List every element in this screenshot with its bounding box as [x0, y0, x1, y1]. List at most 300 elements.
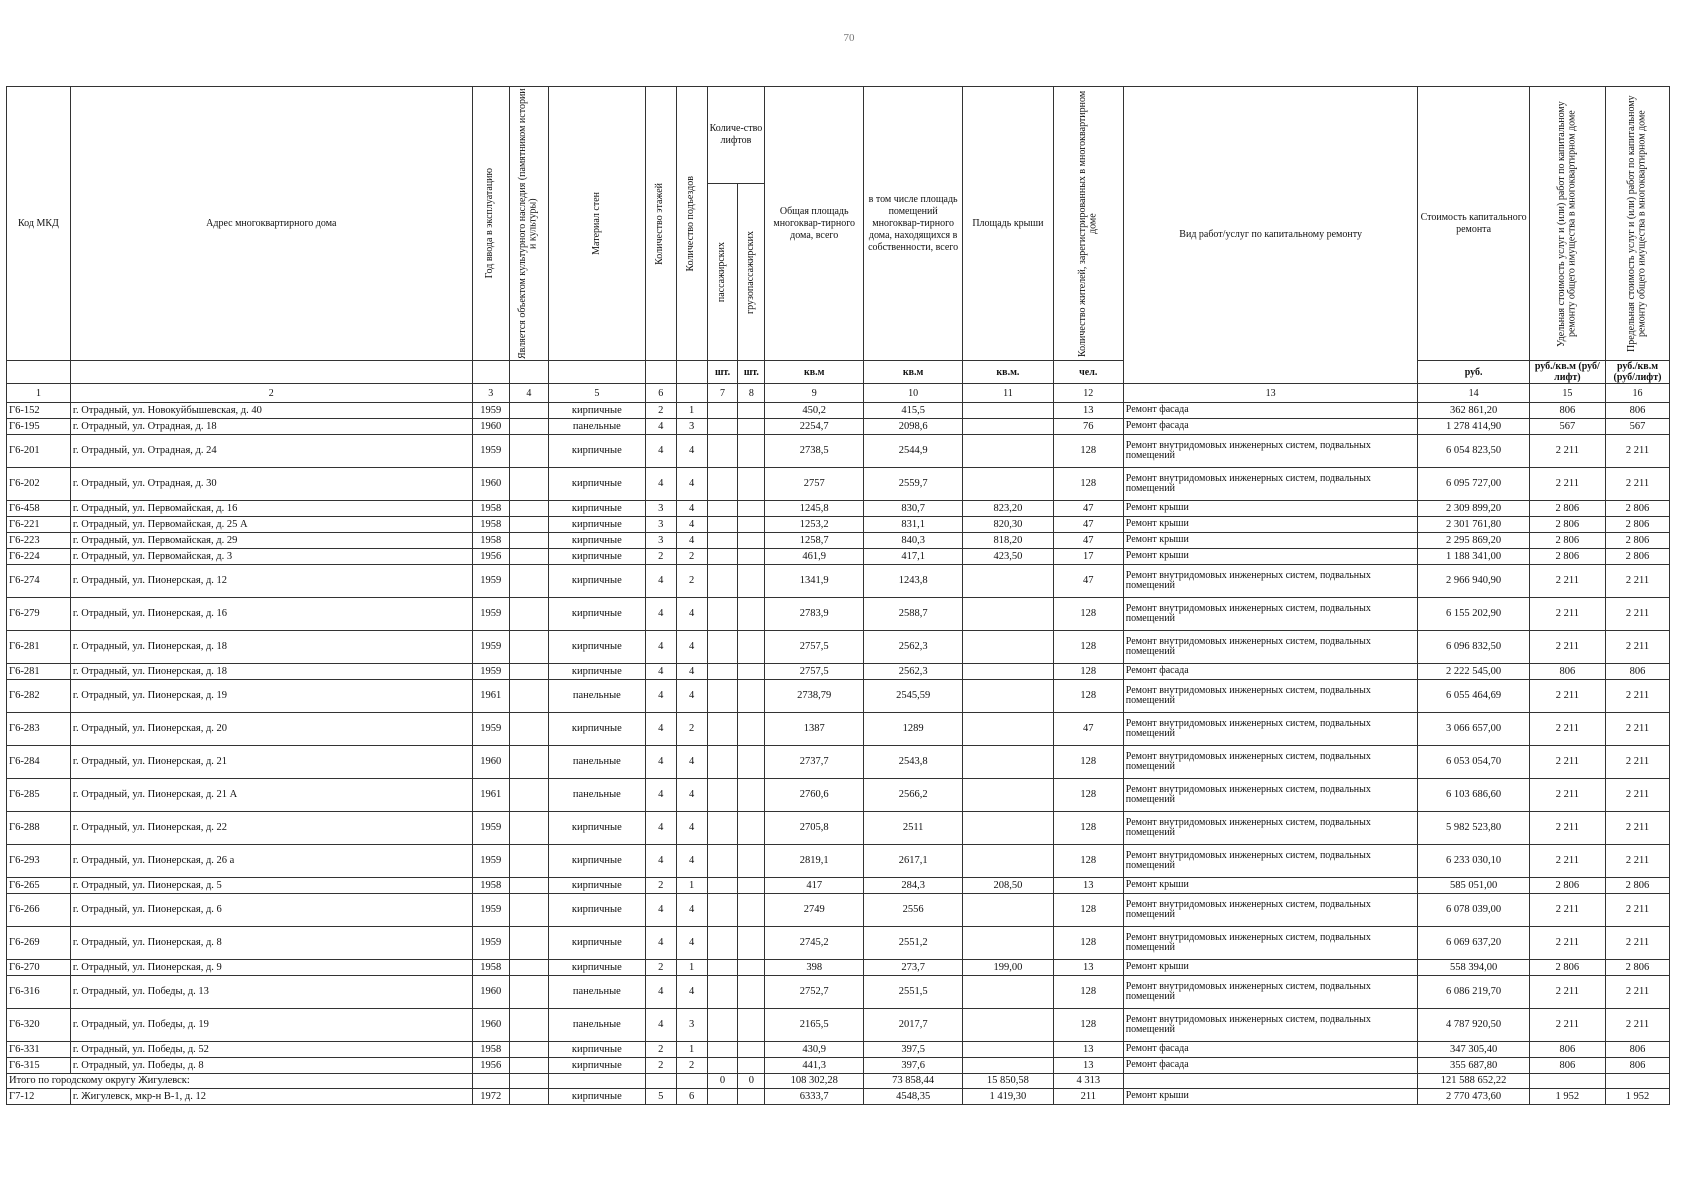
- cell-entrances: 2: [676, 565, 707, 598]
- cell-roof: [963, 779, 1054, 812]
- cell-year: 1959: [472, 713, 509, 746]
- cell-address: г. Отрадный, ул. Пионерская, д. 16: [70, 598, 472, 631]
- unit-code: [7, 361, 71, 384]
- cell-roof: 823,20: [963, 501, 1054, 517]
- cell-work: Ремонт внутридомовых инженерных систем, подвальных помещений: [1123, 631, 1418, 664]
- cell-heritage: [509, 1089, 548, 1105]
- table-row: [7, 565, 1670, 598]
- cell-work: Ремонт внутридомовых инженерных систем, подвальных помещений: [1123, 746, 1418, 779]
- cell-unit-cost: 2 806: [1529, 960, 1605, 976]
- cell-area-owned: 2556: [864, 894, 963, 927]
- cell-lifts-cargo: [738, 565, 765, 598]
- cell-heritage: [509, 403, 548, 419]
- cell-code: Г6-266: [7, 894, 71, 927]
- cell-heritage: [509, 419, 548, 435]
- cell-cost: 3 066 657,00: [1418, 713, 1529, 746]
- cell-work: Ремонт внутридомовых инженерных систем, подвальных помещений: [1123, 598, 1418, 631]
- table-row: [7, 549, 1670, 565]
- cell-lifts-pass: [707, 664, 738, 680]
- cell-walls: кирпичные: [548, 598, 645, 631]
- cell-floors: 4: [645, 664, 676, 680]
- column-number: 11: [963, 384, 1054, 403]
- cell-walls: кирпичные: [548, 533, 645, 549]
- header-unit-cost: Удельная стоимость услуг и (или) работ по капитальному ремонту общего имущества в многоквартирном доме: [1529, 87, 1605, 361]
- cell-roof: [963, 435, 1054, 468]
- cell-cost: 6 069 637,20: [1418, 927, 1529, 960]
- cell-unit-cost: 2 211: [1529, 713, 1605, 746]
- cell-code: Г6-269: [7, 927, 71, 960]
- cell-address: г. Отрадный, ул. Пионерская, д. 9: [70, 960, 472, 976]
- cell-area-owned: 273,7: [864, 960, 963, 976]
- cell-max-cost: 806: [1605, 1042, 1669, 1058]
- cell-lifts-pass: [707, 468, 738, 501]
- cell-area-total: 2757,5: [765, 631, 864, 664]
- cell-year: 1956: [472, 1058, 509, 1074]
- cell-unit-cost: 806: [1529, 1042, 1605, 1058]
- cell-max-cost: 2 806: [1605, 517, 1669, 533]
- cell-walls: кирпичные: [548, 1089, 645, 1105]
- cell-residents: 47: [1053, 565, 1123, 598]
- cell-lifts-cargo: [738, 1042, 765, 1058]
- header-address: Адрес многоквартирного дома: [70, 87, 472, 361]
- cell-max-cost: 2 211: [1605, 680, 1669, 713]
- cell-address: г. Жигулевск, мкр-н В-1, д. 12: [70, 1089, 472, 1105]
- cell-unit-cost: 2 806: [1529, 517, 1605, 533]
- table-row: [7, 680, 1670, 713]
- cell-cost: 4 787 920,50: [1418, 1009, 1529, 1042]
- unit-lifts-cargo: шт.: [738, 361, 765, 384]
- cell-code: Г6-281: [7, 664, 71, 680]
- cell-lifts-cargo: [738, 1009, 765, 1042]
- unit-unit-cost: руб./кв.м (руб/лифт): [1529, 361, 1605, 384]
- cell-residents: 128: [1053, 746, 1123, 779]
- unit-year: [472, 361, 509, 384]
- cell-heritage: [509, 598, 548, 631]
- cell-lifts-pass: [707, 976, 738, 1009]
- cell-entrances: 4: [676, 779, 707, 812]
- cell-residents: 128: [1053, 976, 1123, 1009]
- cell-lifts-cargo: [738, 598, 765, 631]
- cell-address: г. Отрадный, ул. Пионерская, д. 5: [70, 878, 472, 894]
- cell-heritage: [509, 894, 548, 927]
- cell-code: Г6-293: [7, 845, 71, 878]
- column-number: 8: [738, 384, 765, 403]
- cell-code: Г6-288: [7, 812, 71, 845]
- total-max-cost: [1605, 1074, 1669, 1089]
- cell-roof: 820,30: [963, 517, 1054, 533]
- unit-entrances: [676, 361, 707, 384]
- cell-area-total: 2757: [765, 468, 864, 501]
- cell-cost: 6 053 054,70: [1418, 746, 1529, 779]
- unit-residents: чел.: [1053, 361, 1123, 384]
- cell-residents: 47: [1053, 517, 1123, 533]
- cell-roof: [963, 631, 1054, 664]
- cell-area-owned: 830,7: [864, 501, 963, 517]
- cell-roof: 208,50: [963, 878, 1054, 894]
- cell-area-total: 1245,8: [765, 501, 864, 517]
- cell-heritage: [509, 1009, 548, 1042]
- cell-residents: 13: [1053, 960, 1123, 976]
- cell-cost: 6 054 823,50: [1418, 435, 1529, 468]
- cell-lifts-pass: [707, 1042, 738, 1058]
- cell-work: Ремонт внутридомовых инженерных систем, подвальных помещений: [1123, 435, 1418, 468]
- cell-code: Г6-279: [7, 598, 71, 631]
- cell-area-total: 417: [765, 878, 864, 894]
- cell-lifts-pass: [707, 549, 738, 565]
- cell-roof: [963, 812, 1054, 845]
- unit-cost: руб.: [1418, 361, 1529, 384]
- cell-roof: [963, 746, 1054, 779]
- cell-heritage: [509, 501, 548, 517]
- cell-unit-cost: 2 211: [1529, 812, 1605, 845]
- cell-work: Ремонт внутридомовых инженерных систем, подвальных помещений: [1123, 1009, 1418, 1042]
- cell-cost: 6 103 686,60: [1418, 779, 1529, 812]
- header-heritage: Является объектом культурного наследия (памятником истории и культуры): [509, 87, 548, 361]
- cell-area-owned: 284,3: [864, 878, 963, 894]
- cell-roof: 1 419,30: [963, 1089, 1054, 1105]
- cell-floors: 4: [645, 746, 676, 779]
- cell-area-owned: 397,6: [864, 1058, 963, 1074]
- cell-lifts-pass: [707, 517, 738, 533]
- cell-lifts-cargo: [738, 878, 765, 894]
- cell-code: Г6-265: [7, 878, 71, 894]
- cell-heritage: [509, 468, 548, 501]
- cell-entrances: 1: [676, 1042, 707, 1058]
- cell-address: г. Отрадный, ул. Отрадная, д. 24: [70, 435, 472, 468]
- cell-work: Ремонт внутридомовых инженерных систем, подвальных помещений: [1123, 680, 1418, 713]
- cell-cost: 2 222 545,00: [1418, 664, 1529, 680]
- cell-lifts-cargo: [738, 631, 765, 664]
- cell-work: Ремонт крыши: [1123, 549, 1418, 565]
- cell-max-cost: 1 952: [1605, 1089, 1669, 1105]
- cell-residents: 13: [1053, 403, 1123, 419]
- cell-heritage: [509, 435, 548, 468]
- total-row: [7, 1074, 1670, 1089]
- table-row: [7, 419, 1670, 435]
- cell-area-total: 398: [765, 960, 864, 976]
- cell-cost: 2 309 899,20: [1418, 501, 1529, 517]
- header-residents: Количество жителей, зарегистрированных в многоквартирном доме: [1053, 87, 1123, 361]
- cell-area-owned: 2098,6: [864, 419, 963, 435]
- cell-max-cost: 2 211: [1605, 435, 1669, 468]
- column-number: 6: [645, 384, 676, 403]
- cell-entrances: 3: [676, 1009, 707, 1042]
- cell-walls: кирпичные: [548, 549, 645, 565]
- cell-area-total: 2819,1: [765, 845, 864, 878]
- cell-roof: [963, 894, 1054, 927]
- cell-floors: 4: [645, 812, 676, 845]
- cell-cost: 6 095 727,00: [1418, 468, 1529, 501]
- unit-walls: [548, 361, 645, 384]
- cell-year: 1959: [472, 664, 509, 680]
- cell-year: 1958: [472, 1042, 509, 1058]
- unit-address: [70, 361, 472, 384]
- total-entrances: [676, 1074, 707, 1089]
- cell-entrances: 4: [676, 631, 707, 664]
- cell-work: Ремонт внутридомовых инженерных систем, подвальных помещений: [1123, 468, 1418, 501]
- cell-unit-cost: 2 211: [1529, 746, 1605, 779]
- header-work: Вид работ/услуг по капитальному ремонту: [1123, 87, 1418, 384]
- cell-walls: кирпичные: [548, 1058, 645, 1074]
- cell-work: Ремонт внутридомовых инженерных систем, подвальных помещений: [1123, 812, 1418, 845]
- cell-cost: 355 687,80: [1418, 1058, 1529, 1074]
- cell-lifts-pass: [707, 1009, 738, 1042]
- cell-lifts-pass: [707, 533, 738, 549]
- cell-year: 1959: [472, 845, 509, 878]
- cell-year: 1958: [472, 517, 509, 533]
- cell-area-total: 2165,5: [765, 1009, 864, 1042]
- cell-lifts-cargo: [738, 713, 765, 746]
- cell-heritage: [509, 878, 548, 894]
- cell-max-cost: 2 806: [1605, 501, 1669, 517]
- cell-roof: [963, 927, 1054, 960]
- cell-walls: панельные: [548, 779, 645, 812]
- total-heritage: [509, 1074, 548, 1089]
- cell-code: Г7-12: [7, 1089, 71, 1105]
- cell-residents: 76: [1053, 419, 1123, 435]
- cell-work: Ремонт крыши: [1123, 878, 1418, 894]
- cell-year: 1958: [472, 878, 509, 894]
- cell-cost: 6 233 030,10: [1418, 845, 1529, 878]
- cell-cost: 558 394,00: [1418, 960, 1529, 976]
- cell-residents: 128: [1053, 894, 1123, 927]
- cell-entrances: 4: [676, 812, 707, 845]
- cell-code: Г6-223: [7, 533, 71, 549]
- cell-cost: 2 770 473,60: [1418, 1089, 1529, 1105]
- cell-year: 1960: [472, 468, 509, 501]
- unit-floors: [645, 361, 676, 384]
- cell-max-cost: 2 211: [1605, 713, 1669, 746]
- cell-unit-cost: 2 211: [1529, 435, 1605, 468]
- cell-area-total: 6333,7: [765, 1089, 864, 1105]
- cell-entrances: 4: [676, 517, 707, 533]
- cell-cost: 2 301 761,80: [1418, 517, 1529, 533]
- cell-area-owned: 397,5: [864, 1042, 963, 1058]
- cell-max-cost: 2 211: [1605, 894, 1669, 927]
- cell-work: Ремонт внутридомовых инженерных систем, подвальных помещений: [1123, 976, 1418, 1009]
- table-row: [7, 664, 1670, 680]
- cell-heritage: [509, 927, 548, 960]
- cell-work: Ремонт фасада: [1123, 403, 1418, 419]
- cell-entrances: 6: [676, 1089, 707, 1105]
- cell-entrances: 4: [676, 501, 707, 517]
- cell-unit-cost: 2 806: [1529, 878, 1605, 894]
- cell-unit-cost: 806: [1529, 1058, 1605, 1074]
- cell-entrances: 3: [676, 419, 707, 435]
- cell-year: 1959: [472, 812, 509, 845]
- total-cost: 121 588 652,22: [1418, 1074, 1529, 1089]
- cell-entrances: 1: [676, 878, 707, 894]
- cell-lifts-pass: [707, 435, 738, 468]
- cell-lifts-pass: [707, 713, 738, 746]
- cell-floors: 5: [645, 1089, 676, 1105]
- cell-roof: [963, 845, 1054, 878]
- table-row: [7, 894, 1670, 927]
- cell-code: Г6-285: [7, 779, 71, 812]
- cell-lifts-cargo: [738, 517, 765, 533]
- cell-address: г. Отрадный, ул. Пионерская, д. 18: [70, 664, 472, 680]
- cell-residents: 47: [1053, 713, 1123, 746]
- cell-address: г. Отрадный, ул. Пионерская, д. 18: [70, 631, 472, 664]
- cell-year: 1961: [472, 680, 509, 713]
- cell-year: 1960: [472, 976, 509, 1009]
- cell-floors: 4: [645, 631, 676, 664]
- cell-area-total: 2757,5: [765, 664, 864, 680]
- cell-walls: кирпичные: [548, 403, 645, 419]
- cell-walls: кирпичные: [548, 960, 645, 976]
- cell-unit-cost: 2 211: [1529, 468, 1605, 501]
- total-walls: [548, 1074, 645, 1089]
- cell-work: Ремонт фасада: [1123, 1042, 1418, 1058]
- cell-code: Г6-202: [7, 468, 71, 501]
- cell-cost: 6 096 832,50: [1418, 631, 1529, 664]
- cell-work: Ремонт внутридомовых инженерных систем, подвальных помещений: [1123, 713, 1418, 746]
- cell-unit-cost: 2 211: [1529, 976, 1605, 1009]
- column-number: [676, 384, 707, 403]
- cell-floors: 4: [645, 845, 676, 878]
- cell-area-total: 2738,5: [765, 435, 864, 468]
- cell-max-cost: 2 211: [1605, 812, 1669, 845]
- cell-address: г. Отрадный, ул. Первомайская, д. 29: [70, 533, 472, 549]
- cell-area-total: 450,2: [765, 403, 864, 419]
- cell-address: г. Отрадный, ул. Пионерская, д. 26 а: [70, 845, 472, 878]
- table-row: [7, 927, 1670, 960]
- cell-address: г. Отрадный, ул. Первомайская, д. 25 А: [70, 517, 472, 533]
- cell-walls: кирпичные: [548, 517, 645, 533]
- cell-code: Г6-284: [7, 746, 71, 779]
- cell-roof: [963, 403, 1054, 419]
- cell-max-cost: 2 806: [1605, 549, 1669, 565]
- cell-heritage: [509, 779, 548, 812]
- cell-unit-cost: 2 211: [1529, 1009, 1605, 1042]
- cell-floors: 4: [645, 894, 676, 927]
- cell-lifts-pass: [707, 878, 738, 894]
- cell-year: 1959: [472, 894, 509, 927]
- cell-lifts-cargo: [738, 468, 765, 501]
- cell-lifts-cargo: [738, 435, 765, 468]
- cell-floors: 3: [645, 517, 676, 533]
- cell-residents: 128: [1053, 631, 1123, 664]
- table-row: [7, 1042, 1670, 1058]
- cell-code: Г6-316: [7, 976, 71, 1009]
- cell-unit-cost: 2 806: [1529, 533, 1605, 549]
- cell-heritage: [509, 517, 548, 533]
- cell-area-owned: 2017,7: [864, 1009, 963, 1042]
- cell-year: 1958: [472, 501, 509, 517]
- cell-heritage: [509, 664, 548, 680]
- cell-lifts-cargo: [738, 976, 765, 1009]
- header-walls: Материал стен: [548, 87, 645, 361]
- cell-residents: 128: [1053, 845, 1123, 878]
- column-number-row: [7, 384, 1670, 403]
- cell-area-total: 430,9: [765, 1042, 864, 1058]
- cell-cost: 6 078 039,00: [1418, 894, 1529, 927]
- table-row: [7, 598, 1670, 631]
- cell-lifts-pass: [707, 927, 738, 960]
- cell-area-owned: 2588,7: [864, 598, 963, 631]
- cell-year: 1960: [472, 746, 509, 779]
- cell-lifts-cargo: [738, 549, 765, 565]
- cell-heritage: [509, 1058, 548, 1074]
- cell-cost: 5 982 523,80: [1418, 812, 1529, 845]
- cell-floors: 4: [645, 598, 676, 631]
- cell-code: Г6-282: [7, 680, 71, 713]
- cell-area-total: 2752,7: [765, 976, 864, 1009]
- cell-area-owned: 2566,2: [864, 779, 963, 812]
- cell-lifts-pass: [707, 501, 738, 517]
- table-row: [7, 435, 1670, 468]
- page-number: 70: [843, 32, 855, 44]
- cell-cost: 1 278 414,90: [1418, 419, 1529, 435]
- total-lifts-pass: 0: [707, 1074, 738, 1089]
- cell-floors: 4: [645, 779, 676, 812]
- cell-cost: 585 051,00: [1418, 878, 1529, 894]
- cell-lifts-cargo: [738, 1089, 765, 1105]
- cell-address: г. Отрадный, ул. Отрадная, д. 30: [70, 468, 472, 501]
- cell-lifts-pass: [707, 1058, 738, 1074]
- cell-floors: 4: [645, 976, 676, 1009]
- cell-cost: 2 966 940,90: [1418, 565, 1529, 598]
- cell-area-total: 2254,7: [765, 419, 864, 435]
- cell-code: Г6-458: [7, 501, 71, 517]
- cell-walls: кирпичные: [548, 713, 645, 746]
- cell-unit-cost: 2 211: [1529, 845, 1605, 878]
- unit-heritage: [509, 361, 548, 384]
- cell-work: Ремонт внутридомовых инженерных систем, подвальных помещений: [1123, 845, 1418, 878]
- cell-heritage: [509, 533, 548, 549]
- table-row: [7, 878, 1670, 894]
- cell-area-owned: 840,3: [864, 533, 963, 549]
- cell-floors: 2: [645, 1058, 676, 1074]
- cell-unit-cost: 567: [1529, 419, 1605, 435]
- cell-year: 1960: [472, 1009, 509, 1042]
- cell-lifts-cargo: [738, 894, 765, 927]
- column-number: 5: [548, 384, 645, 403]
- cell-walls: кирпичные: [548, 1042, 645, 1058]
- cell-area-total: 2705,8: [765, 812, 864, 845]
- cell-floors: 2: [645, 549, 676, 565]
- cell-area-total: 441,3: [765, 1058, 864, 1074]
- cell-year: 1958: [472, 960, 509, 976]
- cell-address: г. Отрадный, ул. Пионерская, д. 12: [70, 565, 472, 598]
- column-number: 15: [1529, 384, 1605, 403]
- header-entrances: Количество подъездов: [676, 87, 707, 361]
- cell-area-owned: 2562,3: [864, 664, 963, 680]
- cell-lifts-pass: [707, 812, 738, 845]
- cell-walls: кирпичные: [548, 812, 645, 845]
- total-lifts-cargo: 0: [738, 1074, 765, 1089]
- cell-roof: [963, 976, 1054, 1009]
- cell-year: 1972: [472, 1089, 509, 1105]
- cell-year: 1961: [472, 779, 509, 812]
- cell-residents: 128: [1053, 468, 1123, 501]
- cell-area-total: 2738,79: [765, 680, 864, 713]
- cell-work: Ремонт крыши: [1123, 517, 1418, 533]
- cell-entrances: 2: [676, 1058, 707, 1074]
- cell-work: Ремонт крыши: [1123, 533, 1418, 549]
- cell-lifts-pass: [707, 598, 738, 631]
- cell-area-total: 1341,9: [765, 565, 864, 598]
- cell-entrances: 4: [676, 680, 707, 713]
- cell-year: 1959: [472, 403, 509, 419]
- cell-area-total: 1387: [765, 713, 864, 746]
- cell-residents: 128: [1053, 779, 1123, 812]
- cell-heritage: [509, 549, 548, 565]
- cell-lifts-cargo: [738, 664, 765, 680]
- unit-roof: кв.м.: [963, 361, 1054, 384]
- cell-unit-cost: 806: [1529, 403, 1605, 419]
- cell-entrances: 4: [676, 468, 707, 501]
